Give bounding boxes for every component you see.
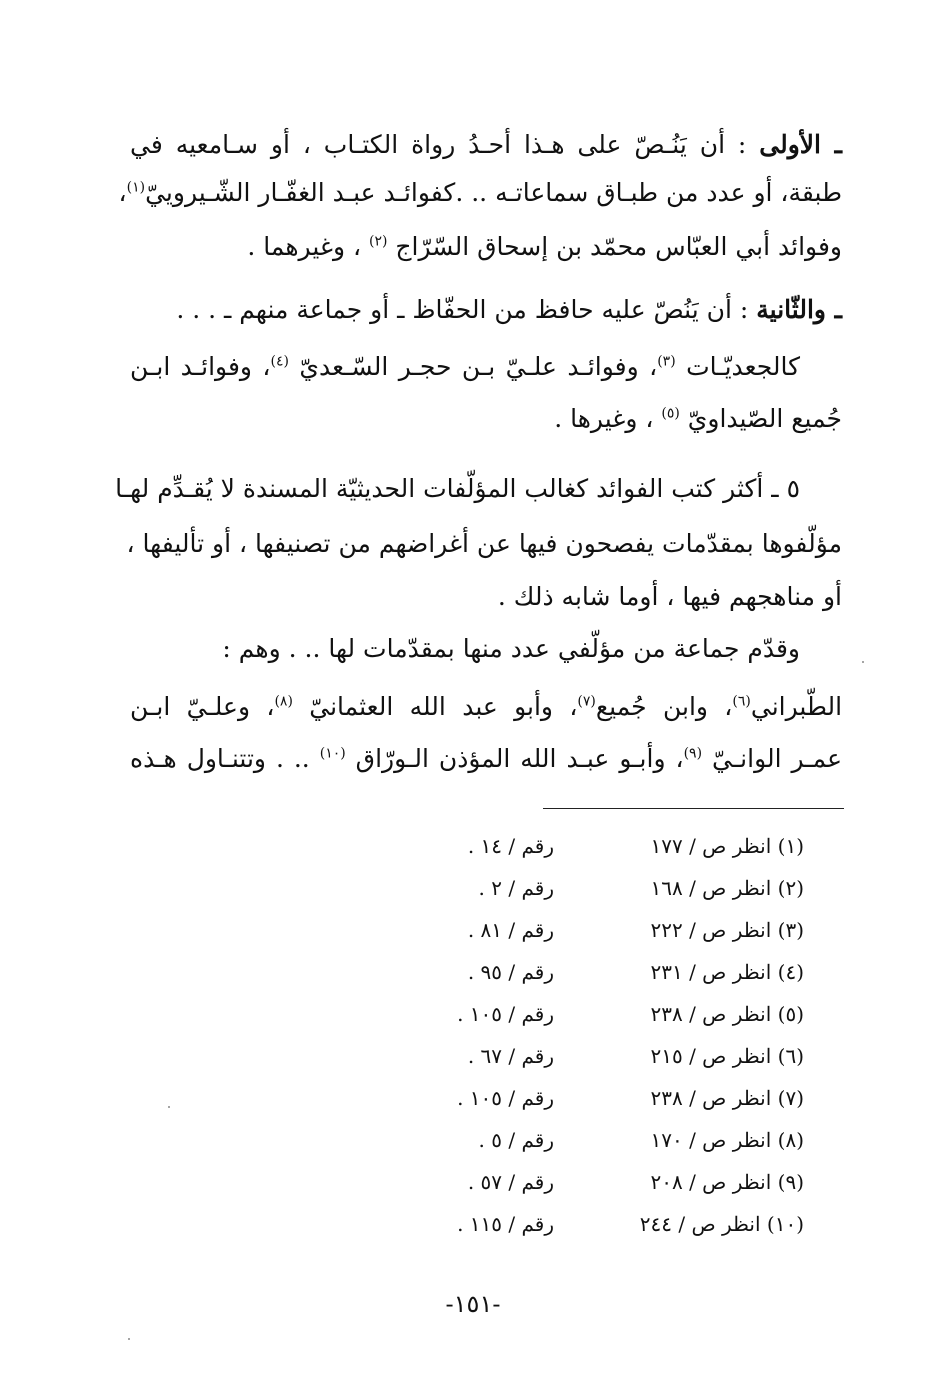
footnote-marker: (٥) — [661, 405, 680, 422]
term-first: ـ الأولى — [759, 130, 842, 159]
body-line — [126, 527, 842, 561]
body-text: ، وفوائـد علـيّ بـن حجـر السّـعديّ — [299, 352, 658, 381]
footnote-reference: (٨) انظر ص / ١٧٠ — [650, 1128, 804, 1152]
body-text: ، وفوائـد ابـن — [130, 352, 271, 381]
body-line — [130, 230, 842, 264]
body-text: .. . وتتنـاول هـذه — [130, 744, 320, 773]
body-text: مؤلّفوها بمقدّمات يفصحون فيها عن أغراضهم من تصنيفها ، أو تأليفها ، — [126, 529, 842, 558]
footnote-marker: (٧) — [577, 693, 596, 710]
footnote-marker: (١) — [126, 179, 146, 196]
footnote-marker: (٣) — [657, 353, 676, 370]
body-text: ، وغيرهما . — [247, 232, 369, 261]
body-text: ، — [118, 178, 127, 207]
body-text: : أن يَنُـصّ على هـذا أحـدُ رواة الكتـاب ، أو سـامعيه في — [130, 130, 760, 159]
footnote-reference: (١) انظر ص / ١٧٧ — [650, 834, 804, 858]
body-line — [130, 402, 842, 436]
body-text: ، وأبو عبد الله العثمانيّ — [309, 692, 578, 721]
body-line — [130, 293, 842, 327]
footnote-number: رقم / ٨١ . — [467, 918, 554, 942]
body-line — [130, 742, 842, 776]
footnote-reference: (٢) انظر ص / ١٦٨ — [650, 876, 804, 900]
body-text: طبقة، أو عدد من طبـاق سماعاتـه .. .كفوائـد عبـد الغفّـار الشّـيروييّ — [145, 178, 842, 207]
body-line — [130, 632, 842, 666]
body-text: وفوائد أبي العبّاس محمّد بن إسحاق السّرّاج — [395, 232, 842, 261]
body-text: عمـر الوانـيّ — [712, 744, 842, 773]
body-line — [130, 350, 842, 384]
footnote-reference: (٦) انظر ص / ٢١٥ — [650, 1044, 804, 1068]
footnote-marker: (٦) — [732, 693, 751, 710]
body-text: كالجعديّـات — [686, 352, 800, 381]
body-text: أو مناهجهم فيها ، أوما شابه ذلك . — [497, 582, 842, 611]
footnote-number: رقم / ٩٥ . — [467, 960, 554, 984]
body-text: جُميع الصّيداويّ — [687, 404, 842, 433]
footnote-separator — [543, 808, 844, 809]
body-text: وقدّم جماعة من مؤلّفي عدد منها بمقدّمات لها .. . وهم : — [222, 634, 800, 663]
body-text: الطّبراني — [750, 692, 843, 721]
footnote-reference: (٣) انظر ص / ٢٢٢ — [650, 918, 804, 942]
body-text: ، وابن جُميع — [595, 692, 733, 721]
footnote-number: رقم / ١٠٥ . — [457, 1002, 554, 1026]
body-text: ٥ ـ أكثر كتب الفوائد كغالب المؤلّفات الحديثيّة المسندة لا يُقـدِّم لهـا — [115, 474, 800, 503]
body-text: ، وعلـيّ ابـن — [130, 692, 275, 721]
scan-speck — [128, 1338, 130, 1340]
body-line — [130, 580, 842, 614]
body-text: : أن يَنُصّ عليه حافظ من الحفّاظ ـ أو جماعة منهم ـ . . . — [176, 295, 757, 324]
footnote-number: رقم / ١١٥ . — [457, 1212, 554, 1236]
footnote-number: رقم / ١٠٥ . — [457, 1086, 554, 1110]
footnote-reference: (٤) انظر ص / ٢٣١ — [650, 960, 804, 984]
body-text: ، وغيرها . — [554, 404, 662, 433]
footnote-marker: (٨) — [274, 693, 293, 710]
body-line — [115, 472, 842, 506]
scan-speck — [862, 661, 864, 663]
page-number: -١٥١- — [445, 1290, 501, 1318]
footnote-reference: (٥) انظر ص / ٢٣٨ — [650, 1002, 804, 1026]
term-second: ـ والثّانية — [756, 295, 842, 324]
scan-speck — [168, 1106, 170, 1108]
footnote-reference: (٧) انظر ص / ٢٣٨ — [650, 1086, 804, 1110]
body-line — [130, 128, 842, 162]
footnote-number: رقم / ٥٧ . — [467, 1170, 554, 1194]
footnote-number: رقم / ٦٧ . — [467, 1044, 554, 1068]
footnote-number: رقم / ٥ . — [478, 1128, 554, 1152]
body-text: ، وأبـو عبـد الله المؤذن الـورّاق — [355, 744, 684, 773]
body-line — [118, 176, 842, 210]
footnote-marker: (٤) — [270, 353, 289, 370]
footnote-reference: (٩) انظر ص / ٢٠٨ — [650, 1170, 804, 1194]
footnote-number: رقم / ٢ . — [478, 876, 554, 900]
body-line — [130, 690, 842, 724]
footnote-marker: (٩) — [683, 745, 703, 762]
footnote-number: رقم / ١٤ . — [467, 834, 554, 858]
footnote-marker: (١٠) — [319, 745, 346, 762]
footnote-marker: (٢) — [369, 233, 388, 250]
footnote-reference: (١٠) انظر ص / ٢٤٤ — [639, 1212, 804, 1236]
